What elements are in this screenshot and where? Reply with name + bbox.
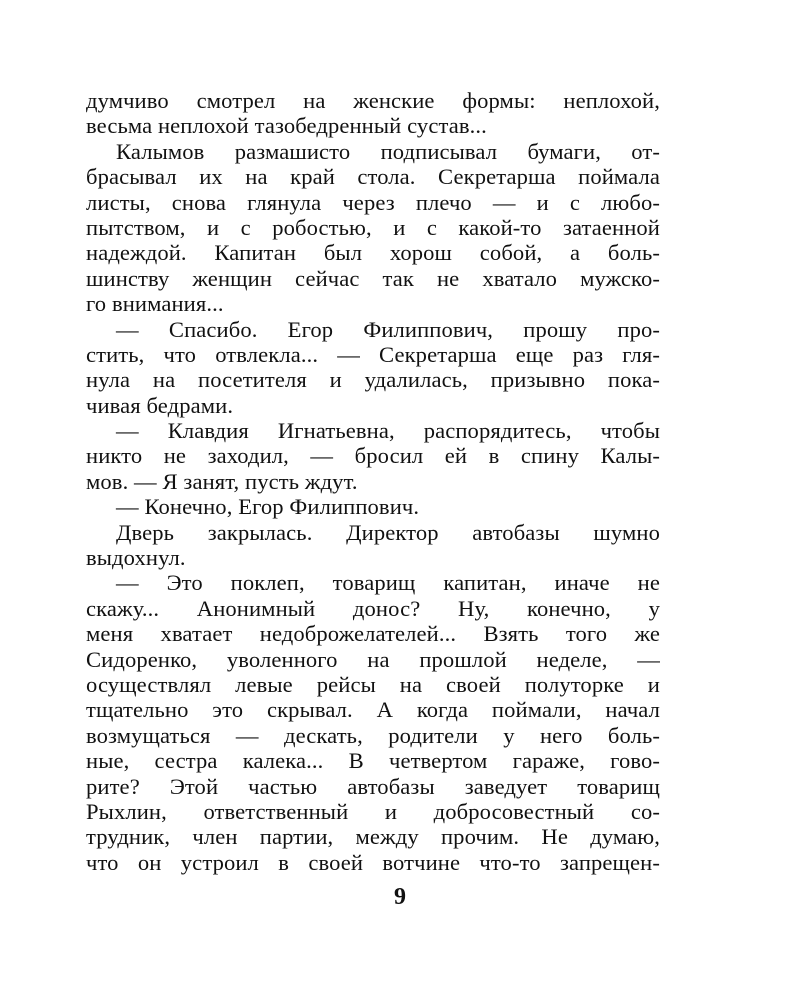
text-line: выдохнул.: [86, 545, 186, 571]
text-line: Рыхлин, ответственный и добросовестный со-: [86, 798, 660, 824]
text-line: осуществлял левые рейсы на своей полуторке и: [86, 671, 660, 697]
text-line: ные, сестра калека... В четвертом гараже, гово-: [86, 748, 660, 774]
text-line: думчиво смотрел на женские формы: неплохой,: [86, 88, 660, 113]
text-line: Дверь закрылась. Директор автобазы шумно: [116, 519, 660, 545]
text-line: рите? Этой частью автобазы заведует товарищ: [86, 773, 660, 799]
text-line: листы, снова глянула через плечо — и с любо-: [86, 189, 660, 215]
text-line: Калымов размашисто подписывал бумаги, от-: [116, 138, 660, 164]
text-line: стить, что отвлекла... — Секретарша еще раз гля-: [86, 341, 660, 367]
text-line: что он устроил в своей вотчине что-то запрещен-: [86, 849, 660, 875]
text-line: меня хватает недоброжелателей... Взять того же: [86, 621, 660, 647]
text-line: чивая бедрами.: [86, 392, 234, 418]
text-line: тщательно это скрывал. А когда поймали, начал: [86, 697, 660, 723]
text-line: — Это поклеп, товарищ капитан, иначе не: [116, 570, 660, 596]
body-text: [86, 88, 660, 875]
text-line: брасывал их на край стола. Секретарша поймала: [86, 164, 660, 190]
text-line: трудник, член партии, между прочим. Не думаю,: [86, 824, 660, 850]
text-line: го внимания...: [86, 291, 224, 317]
text-line: мов. — Я занят, пусть ждут.: [86, 468, 358, 494]
text-line: — Конечно, Егор Филиппович.: [116, 494, 420, 520]
text-line: Сидоренко, уволенного на прошлой неделе, —: [86, 646, 660, 672]
text-line: шинству женщин сейчас так не хватало мужско-: [86, 265, 660, 291]
text-line: никто не заходил, — бросил ей в спину Калы-: [86, 443, 660, 469]
text-line: нула на посетителя и удалилась, призывно пока-: [86, 367, 660, 393]
text-line: надеждой. Капитан был хорош собой, а боль-: [86, 240, 660, 266]
text-line: — Клавдия Игнатьевна, распорядитесь, чтобы: [116, 418, 660, 444]
text-line: возмущаться — дескать, родители у него боль-: [86, 722, 660, 748]
text-line: скажу... Анонимный донос? Ну, конечно, у: [86, 595, 660, 621]
text-line: пытством, и с робостью, и с какой-то затаенной: [86, 214, 660, 240]
text-line: — Спасибо. Егор Филиппович, прошу про-: [116, 316, 660, 342]
page-number: 9: [394, 884, 406, 910]
text-line: весьма неплохой тазобедренный сустав...: [86, 113, 487, 139]
